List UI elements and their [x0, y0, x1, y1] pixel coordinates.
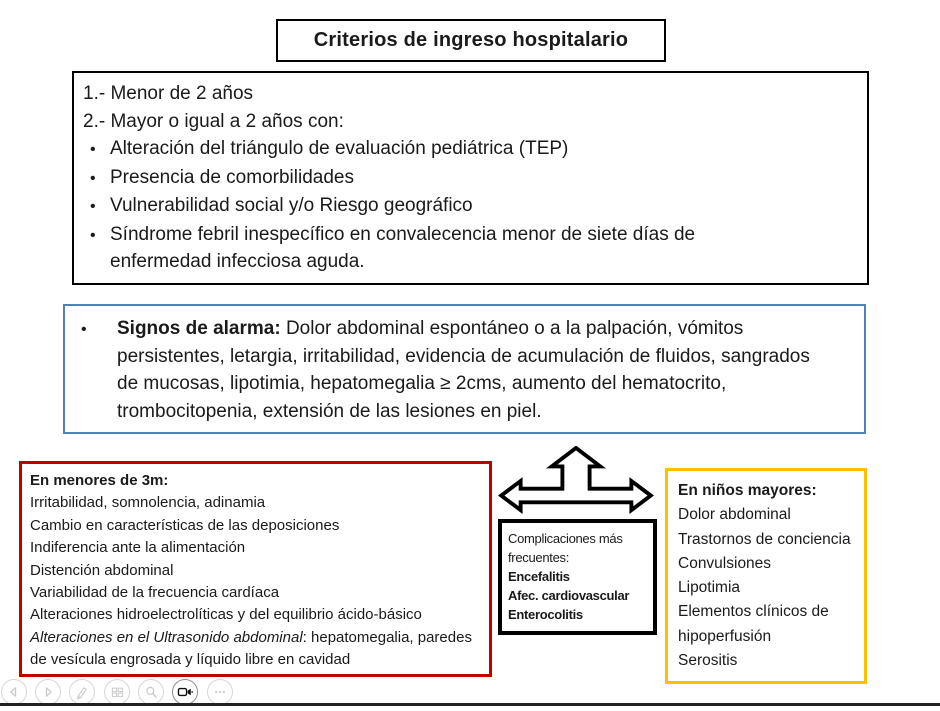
- slides-grid-icon: [107, 682, 127, 702]
- bullet-icon: [83, 192, 110, 221]
- older-item: Convulsiones: [678, 554, 772, 572]
- older-item: Elementos clínicos de hipoperfusión: [678, 603, 829, 645]
- criteria-bullet: [83, 164, 857, 193]
- zoom-slide-button[interactable]: [138, 679, 164, 705]
- ultrasound-rest: : hepatomegalia, paredes de vesícula engrosada y líquido libre en cavidad: [30, 628, 472, 669]
- criteria-bullet-text: Presencia de comorbilidades: [110, 166, 354, 188]
- alarm-bullet: [65, 315, 864, 425]
- alarm-text: [117, 315, 822, 425]
- see-all-slides-button[interactable]: [104, 679, 130, 705]
- infants-item: Cambio en características de las deposiciones: [30, 516, 340, 534]
- magnifier-icon: [141, 682, 161, 702]
- complications-heading: Complicaciones más frecuentes:: [508, 531, 623, 565]
- criteria-line: 2.- Mayor o igual a 2 años con:: [83, 110, 344, 132]
- more-options-button[interactable]: [207, 679, 233, 705]
- complications-box: [498, 519, 657, 635]
- criteria-bullet: [83, 221, 857, 276]
- infants-item: Distención abdominal: [30, 561, 174, 579]
- older-item: Trastornos de conciencia: [678, 530, 851, 548]
- older-item: Serositis: [678, 652, 738, 670]
- criteria-bullet-text: Vulnerabilidad social y/o Riesgo geográfico: [110, 195, 473, 216]
- infants-item: Alteraciones hidroelectrolíticas y del equilibrio ácido-básico: [30, 606, 422, 624]
- pen-icon: [72, 682, 92, 702]
- bullet-icon: [83, 135, 110, 164]
- criteria-bullet: [83, 192, 857, 221]
- previous-slide-button[interactable]: [1, 679, 27, 705]
- next-slide-button[interactable]: [35, 679, 61, 705]
- infants-heading: En menores de 3m:: [30, 472, 169, 489]
- camera-button[interactable]: [172, 679, 198, 705]
- ultrasound-label: Alteraciones en el Ultrasonido abdominal: [30, 628, 303, 646]
- pen-tools-button[interactable]: [69, 679, 95, 705]
- older-item: Dolor abdominal: [678, 506, 791, 524]
- chevron-right-icon: [38, 682, 58, 702]
- criteria-bullet-text: Alteración del triángulo de evaluación pediátrica (TEP): [110, 138, 569, 159]
- older-item: Lipotimia: [678, 579, 741, 597]
- alarm-label: Signos de alarma:: [117, 318, 281, 339]
- page-title: Criterios de ingreso hospitalario: [313, 29, 629, 51]
- bullet-icon: [65, 315, 117, 425]
- complication-item: Encefalitis: [508, 569, 570, 584]
- chevron-left-icon: [4, 682, 24, 702]
- alarm-signs-box: [63, 304, 866, 434]
- ellipsis-icon: [210, 682, 230, 702]
- bullet-icon: [83, 221, 110, 276]
- alarm-body: Dolor abdominal espontáneo o a la palpación, vómitos persistentes, letargia, irritabilidad, evidencia de acumulación de fluidos, sangrados de mucosas, lipotimia, hepatomegalia ≥ 2cms, aumento del hematocrito, trombocitopenia, extensión de las lesiones en piel.: [117, 318, 810, 422]
- criteria-line: 1.- Menor de 2 años: [83, 83, 254, 104]
- infants-item: Indiferencia ante la alimentación: [30, 539, 246, 557]
- title-box: [276, 19, 666, 62]
- infants-ultrasound-item: [30, 627, 483, 672]
- three-way-arrow-icon: [497, 446, 655, 514]
- video-camera-icon: [175, 682, 195, 702]
- infants-under-3m-box: [19, 461, 492, 677]
- older-children-box: [665, 468, 867, 684]
- older-heading: En niños mayores:: [678, 482, 817, 499]
- slide-bottom-divider: [0, 703, 940, 706]
- complication-item: Enterocolitis: [508, 607, 583, 622]
- complication-item: Afec. cardiovascular: [508, 588, 630, 603]
- criteria-bullet-text: Síndrome febril inespecífico en convalecencia menor de siete días de enfermedad infecciosa aguda.: [110, 223, 696, 272]
- infants-item: Irritabilidad, somnolencia, adinamia: [30, 494, 266, 512]
- criteria-bullet: [83, 135, 857, 164]
- admission-criteria-box: [72, 71, 869, 285]
- infants-item: Variabilidad de la frecuencia cardíaca: [30, 584, 280, 602]
- bullet-icon: [83, 164, 110, 193]
